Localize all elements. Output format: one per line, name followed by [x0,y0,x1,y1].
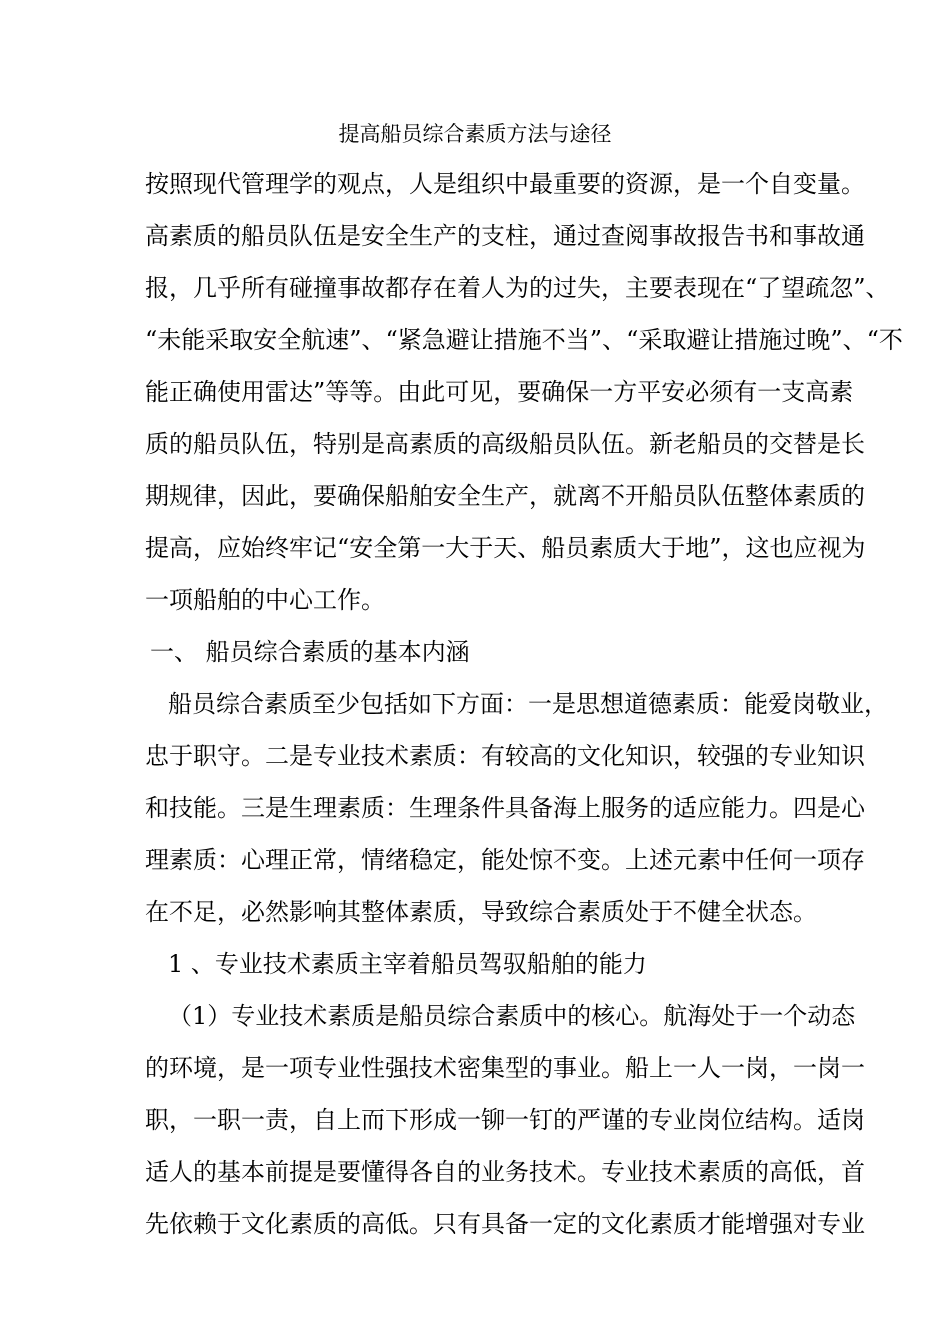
paragraph-line: 高素质的船员队伍是安全生产的支柱，通过查阅事故报告书和事故通 [145,222,865,250]
paragraph-line: 职，一职一责，自上而下形成一铆一钉的严谨的专业岗位结构。适岗 [145,1106,865,1134]
paragraph-line: 按照现代管理学的观点，人是组织中最重要的资源，是一个自变量。 [145,170,865,198]
paragraph-line: 理素质：心理正常，情绪稳定，能处惊不变。上述元素中任何一项存 [145,846,865,874]
paragraph-line: 的环境，是一项专业性强技术密集型的事业。船上一人一岗，一岗一 [145,1054,865,1082]
paragraph-line: （1）专业技术素质是船员综合素质中的核心。航海处于一个动态 [168,1002,856,1030]
paragraph-line: 期规律，因此，要确保船舶安全生产，就离不开船员队伍整体素质的 [145,482,865,510]
paragraph-line: “未能采取安全航速”、“紧急避让措施不当”、“采取避让措施过晚”、“不 [145,326,903,354]
paragraph-line: 船员综合素质至少包括如下方面：一是思想道德素质：能爱岗敬业， [168,690,888,718]
subsection-heading: 1 、专业技术素质主宰着船员驾驭船舶的能力 [168,950,647,978]
paragraph-line: 提高，应始终牢记“安全第一大于天、船员素质大于地”，这也应视为 [145,534,866,562]
paragraph-line: 适人的基本前提是要懂得各自的业务技术。专业技术素质的高低，首 [145,1158,865,1186]
paragraph-line: 报，几乎所有碰撞事故都存在着人为的过失，主要表现在“了望疏忽”、 [145,274,890,302]
section-heading: 一、 船员综合素质的基本内涵 [150,638,470,666]
paragraph-line: 一项船舶的中心工作。 [145,586,385,614]
paragraph-line: 忠于职守。二是专业技术素质：有较高的文化知识，较强的专业知识 [145,742,865,770]
paragraph-line: 和技能。三是生理素质：生理条件具备海上服务的适应能力。四是心 [145,794,865,822]
document-title: 提高船员综合素质方法与途径 [338,122,612,146]
paragraph-line: 在不足，必然影响其整体素质，导致综合素质处于不健全状态。 [145,898,817,926]
paragraph-line: 质的船员队伍，特别是高素质的高级船员队伍。新老船员的交替是长 [145,430,865,458]
paragraph-line: 先依赖于文化素质的高低。只有具备一定的文化素质才能增强对专业 [145,1210,865,1238]
paragraph-line: 能正确使用雷达”等等。由此可见，要确保一方平安必须有一支高素 [145,378,854,406]
